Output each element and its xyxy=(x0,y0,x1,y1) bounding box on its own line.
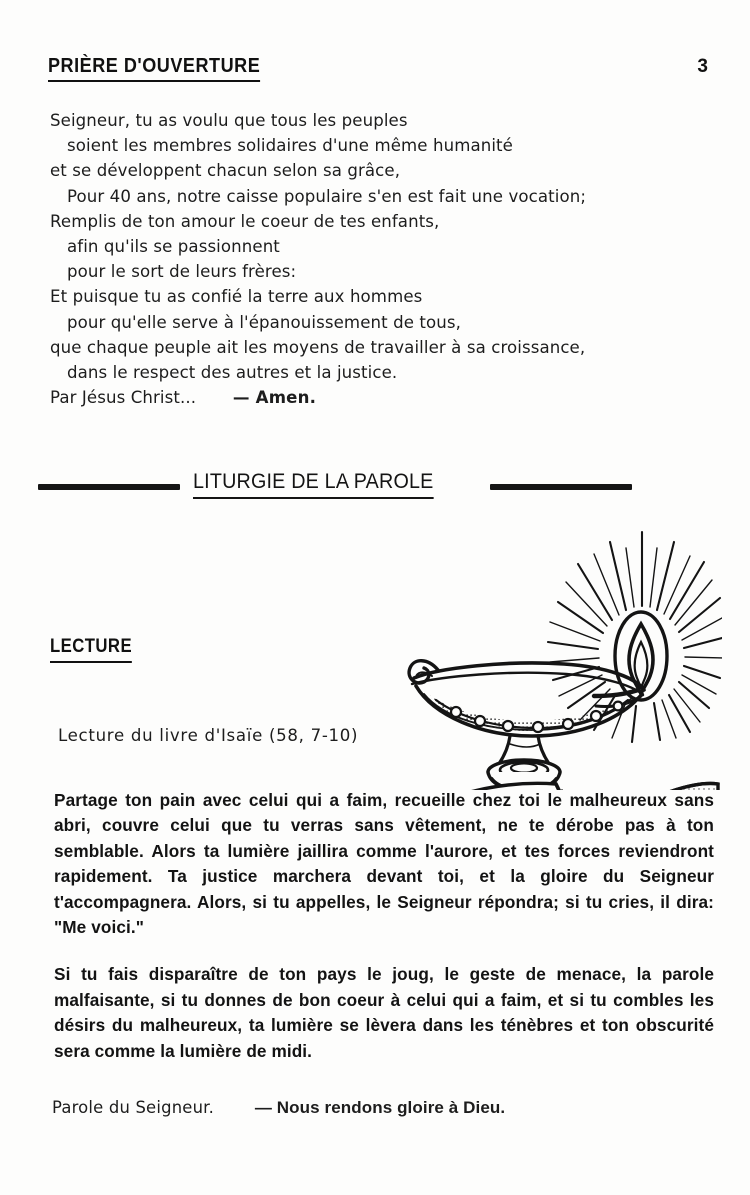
prayer-closing-text: Par Jésus Christ... xyxy=(50,388,197,408)
closing-response: — Nous rendons gloire à Dieu. xyxy=(254,1098,506,1117)
divider-bar-left xyxy=(38,484,180,490)
prayer-line: Seigneur, tu as voulu que tous les peuples xyxy=(50,111,408,130)
closing-line: Parole du Seigneur. xyxy=(52,1098,214,1117)
oil-lamp-book-illustration xyxy=(398,518,722,790)
oil-lamp-icon xyxy=(398,518,722,790)
prayer-line: dans le respect des autres et la justice. xyxy=(67,363,398,383)
prayer-response: — Amen. xyxy=(232,388,317,408)
opening-prayer-text xyxy=(50,108,710,410)
prayer-line: et se développent chacun selon sa grâce, xyxy=(50,161,401,181)
prayer-line: pour qu'elle serve à l'épanouissement de tous, xyxy=(67,312,462,332)
reading-reference: Lecture du livre d'Isaïe (58, 7-10) xyxy=(58,726,359,745)
scripture-body xyxy=(54,788,714,1064)
prayer-line-list xyxy=(50,108,710,385)
prayer-line: afin qu'ils se passionnent xyxy=(67,237,280,257)
prayer-line: que chaque peuple ait les moyens de travailler à sa croissance, xyxy=(50,337,586,357)
lecture-heading: LECTURE xyxy=(50,636,132,663)
divider-bar-right xyxy=(490,484,632,490)
prayer-line: Remplis de ton amour le coeur de tes enfants, xyxy=(50,211,440,231)
prayer-line: Et puisque tu as confié la terre aux hommes xyxy=(50,287,423,307)
scripture-paragraph: Partage ton pain avec celui qui a faim, recueille chez toi le malheureux sans abri, couvre celui que tu verras sans vêtement, ne te dérobe pas à ton semblable. Alors ta lumière jaillira comme l'aurore, et tes forces reviendront rapidement. Ta justice marchera devant toi, et la gloire du Seigneur t'accompagnera. Alors, si tu appelles, le Seigneur répondra; si tu cries, il dira: "Me voici." xyxy=(54,790,714,938)
prayer-final-line xyxy=(50,385,710,410)
prayer-line: Pour 40 ans, notre caisse populaire s'en est fait une vocation; xyxy=(67,186,587,206)
page-header xyxy=(48,55,708,82)
page-title: PRIÈRE D'OUVERTURE xyxy=(48,55,260,82)
prayer-line: pour le sort de leurs frères: xyxy=(67,262,297,282)
scripture-paragraph: Si tu fais disparaître de ton pays le joug, le geste de menace, la parole malfaisante, si tu donnes de bon coeur à celui qui a faim, et si tu combles les désirs du malheureux, ta lumière se lèvera dans les ténèbres et ton obscurité sera comme la lumière de midi. xyxy=(54,964,714,1061)
reading-closing xyxy=(52,1098,505,1118)
page-number: 3 xyxy=(697,56,708,77)
liturgy-divider xyxy=(0,470,750,504)
liturgy-section-title: LITURGIE DE LA PAROLE xyxy=(193,470,434,499)
prayer-line: soient les membres solidaires d'une même humanité xyxy=(67,136,513,156)
